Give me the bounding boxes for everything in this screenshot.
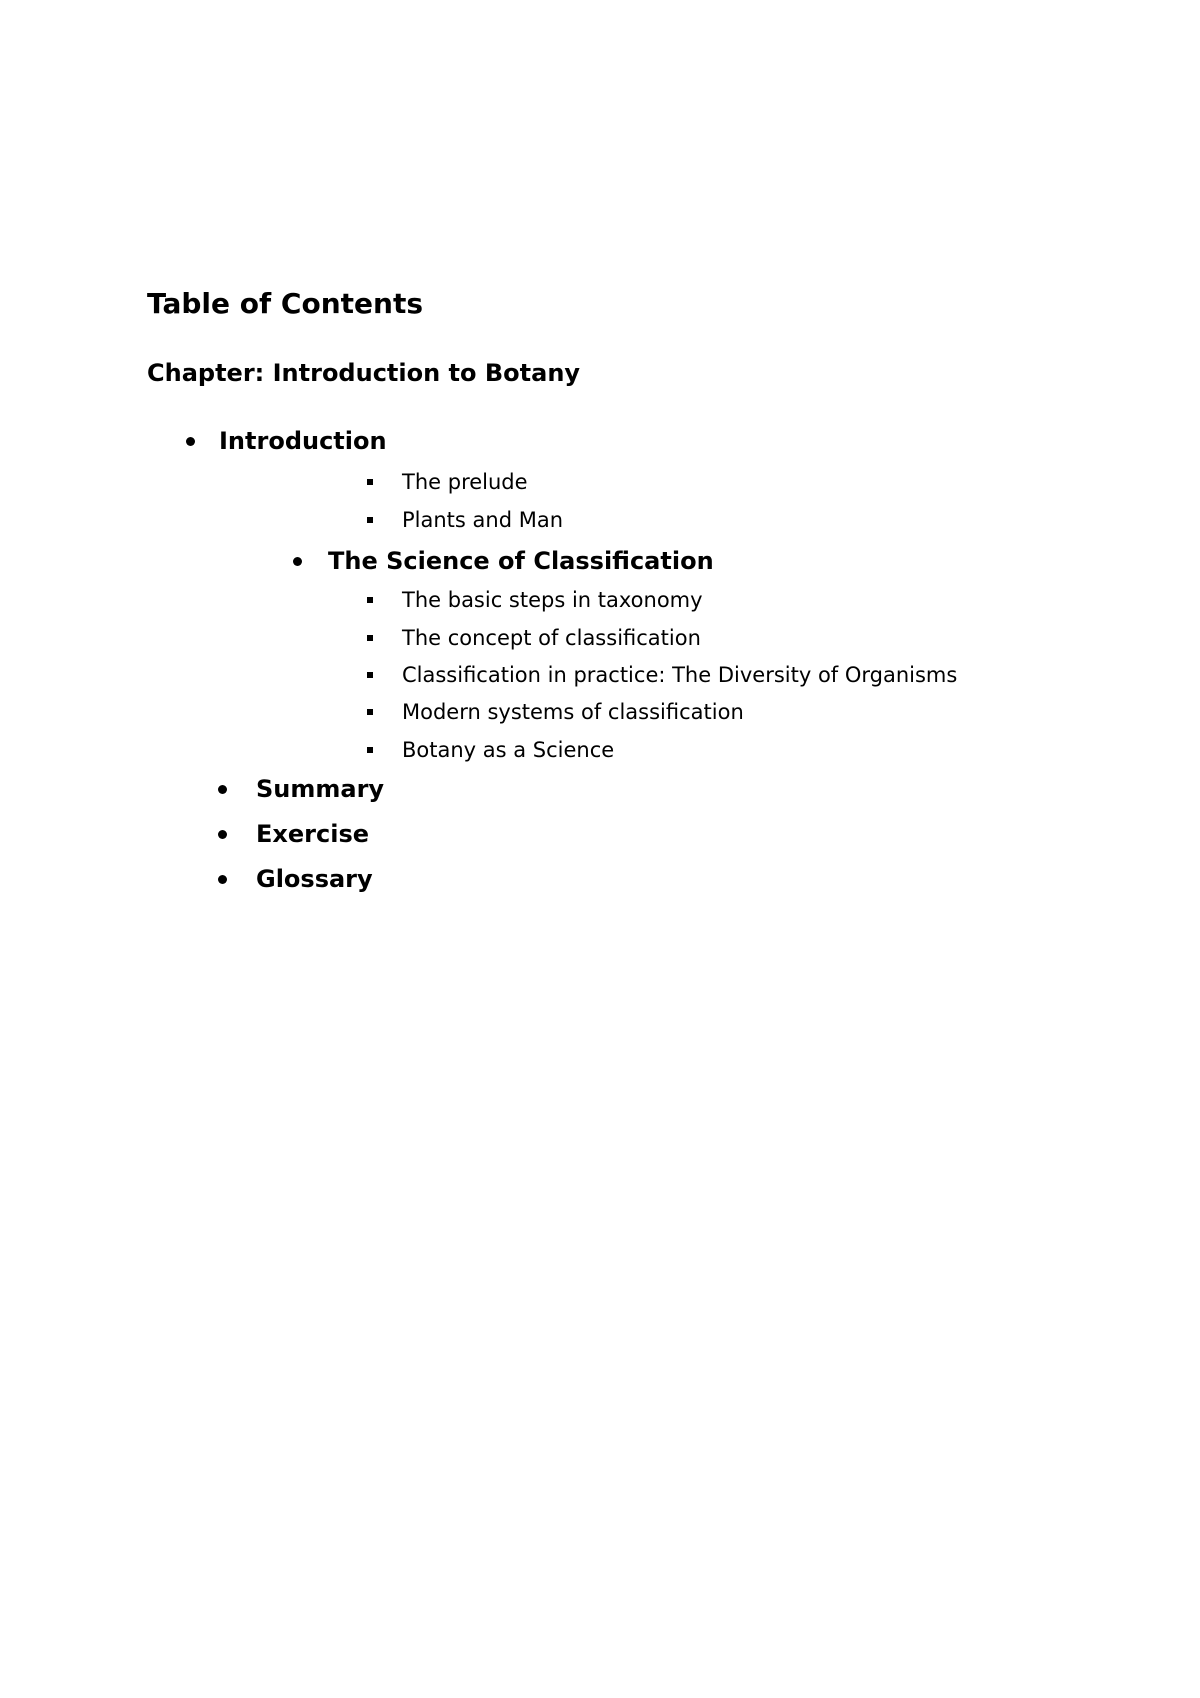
bullet-disc-icon bbox=[218, 875, 227, 884]
toc-section-glossary[interactable]: Glossary bbox=[256, 865, 373, 893]
toc-section-exercise[interactable]: Exercise bbox=[256, 820, 370, 848]
bullet-disc-icon bbox=[218, 830, 227, 839]
bullet-disc-icon bbox=[186, 437, 195, 446]
toc-item-concept-of-classification[interactable]: The concept of classification bbox=[402, 626, 701, 650]
toc-section-summary[interactable]: Summary bbox=[256, 775, 385, 803]
bullet-square-icon bbox=[367, 747, 373, 753]
toc-item-modern-systems-of-classification[interactable]: Modern systems of classification bbox=[402, 700, 744, 724]
chapter-heading: Chapter: Introduction to Botany bbox=[147, 359, 581, 387]
bullet-square-icon bbox=[367, 517, 373, 523]
toc-section-science-of-classification[interactable]: The Science of Classification bbox=[328, 547, 714, 575]
bullet-square-icon bbox=[367, 597, 373, 603]
toc-item-classification-in-practice[interactable]: Classification in practice: The Diversity of Organisms bbox=[402, 663, 958, 687]
bullet-square-icon bbox=[367, 479, 373, 485]
bullet-square-icon bbox=[367, 635, 373, 641]
toc-item-botany-as-a-science[interactable]: Botany as a Science bbox=[402, 738, 615, 762]
bullet-square-icon bbox=[367, 672, 373, 678]
toc-item-plants-and-man[interactable]: Plants and Man bbox=[402, 508, 564, 532]
bullet-disc-icon bbox=[293, 557, 302, 566]
toc-item-the-prelude[interactable]: The prelude bbox=[402, 470, 528, 494]
bullet-disc-icon bbox=[218, 785, 227, 794]
bullet-square-icon bbox=[367, 709, 373, 715]
toc-section-introduction[interactable]: Introduction bbox=[219, 427, 387, 455]
toc-item-basic-steps-in-taxonomy[interactable]: The basic steps in taxonomy bbox=[402, 588, 703, 612]
page-title: Table of Contents bbox=[147, 287, 424, 320]
